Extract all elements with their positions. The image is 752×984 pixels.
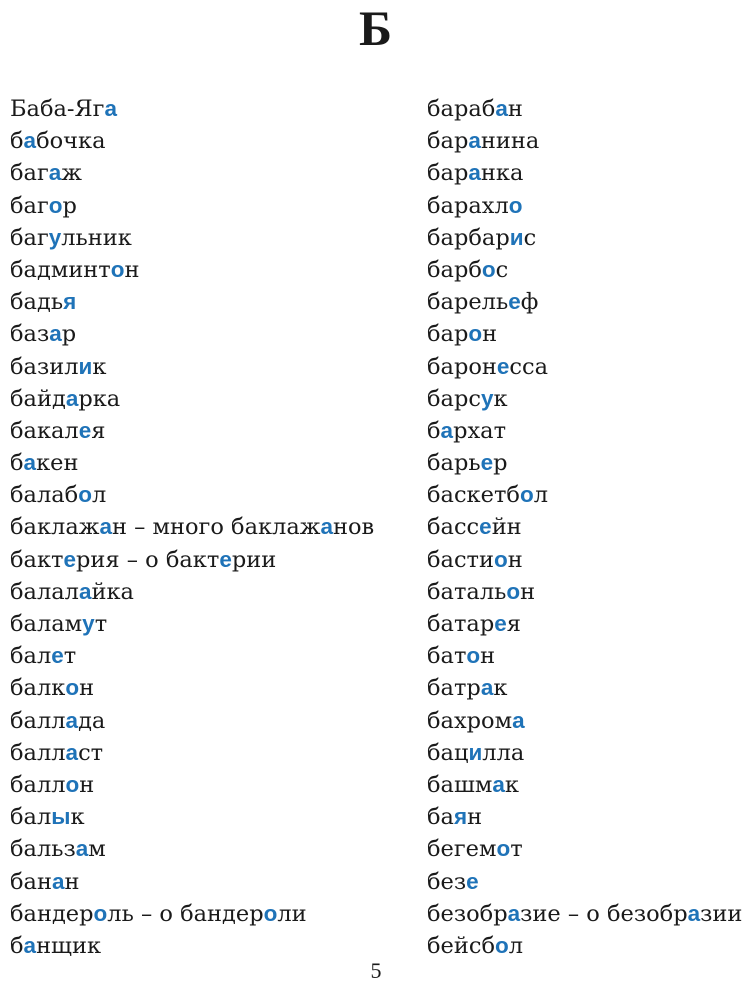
stressed-vowel: а	[507, 900, 521, 926]
stressed-vowel: а	[512, 707, 525, 733]
word-entry	[427, 511, 752, 543]
word-entry	[427, 190, 752, 222]
word-text: бадминт	[10, 256, 111, 283]
word-text: р	[62, 192, 77, 219]
word-text: с	[523, 224, 537, 251]
word-entry	[427, 640, 752, 672]
word-text: баг	[10, 224, 49, 251]
word-text: йка	[91, 578, 134, 605]
word-text: бар	[427, 321, 469, 348]
stressed-vowel: о	[65, 771, 80, 797]
word-text: балк	[10, 675, 66, 702]
word-text: барахл	[427, 192, 509, 219]
word-entry	[10, 479, 410, 511]
word-text: нщик	[36, 932, 102, 959]
word-text: байд	[10, 385, 66, 412]
word-text: безобр	[427, 900, 508, 927]
word-entry	[10, 318, 410, 350]
word-entry	[10, 544, 410, 576]
word-entry	[10, 351, 410, 383]
stressed-vowel: о	[508, 192, 523, 218]
word-text: бакт	[10, 546, 64, 573]
stressed-vowel: а	[49, 321, 62, 347]
page-number: 5	[370, 958, 382, 983]
word-column-right	[427, 93, 752, 962]
stressed-vowel: а	[480, 675, 494, 701]
stressed-vowel: а	[65, 707, 79, 733]
word-entry	[427, 769, 752, 801]
word-text: н	[79, 771, 95, 798]
word-entry	[10, 286, 410, 318]
word-text: балл	[10, 739, 66, 766]
word-text: балл	[10, 707, 66, 734]
stressed-vowel: о	[496, 836, 511, 862]
word-text: я	[506, 611, 521, 637]
stressed-vowel: у	[82, 611, 95, 636]
word-text: н	[64, 868, 80, 895]
word-text: н	[480, 643, 496, 670]
word-entry	[10, 254, 410, 286]
stressed-vowel: а	[51, 868, 65, 894]
stressed-vowel: е	[51, 643, 64, 669]
stressed-vowel: а	[23, 450, 37, 476]
word-text: баз	[10, 321, 50, 348]
word-text: я	[91, 417, 106, 444]
stressed-vowel: о	[48, 192, 63, 218]
word-text: барбар	[427, 224, 510, 251]
stressed-vowel: е	[479, 514, 492, 540]
word-text: н	[507, 546, 523, 573]
letter-heading: Б	[358, 0, 394, 56]
word-text: т	[94, 611, 108, 637]
stressed-vowel: о	[506, 578, 521, 604]
word-text: нка	[480, 160, 524, 187]
word-text: л	[508, 932, 524, 959]
stressed-vowel: о	[78, 482, 92, 508]
word-text: бат	[427, 643, 467, 670]
word-text: рии	[231, 546, 277, 573]
word-text: балл	[10, 771, 66, 798]
word-text: барон	[427, 353, 497, 380]
stressed-vowel: о	[481, 256, 496, 282]
stressed-vowel: о	[494, 546, 508, 572]
word-entry	[427, 351, 752, 383]
word-entry	[10, 898, 410, 930]
word-text: зии	[700, 900, 743, 927]
word-text: бальз	[10, 836, 76, 863]
word-entry	[427, 898, 752, 930]
word-entry	[10, 640, 410, 672]
word-text: рхат	[453, 417, 507, 444]
word-text: барс	[427, 385, 481, 412]
word-text: ли	[277, 900, 307, 927]
word-entry	[427, 801, 752, 833]
word-entry	[427, 544, 752, 576]
word-entry	[10, 125, 410, 157]
stressed-vowel: а	[75, 836, 89, 862]
stressed-vowel: я	[453, 804, 468, 830]
word-text: нина	[480, 128, 540, 155]
word-entry	[427, 608, 752, 640]
word-text: л	[533, 482, 548, 509]
word-text: кен	[36, 450, 79, 477]
stressed-vowel: у	[48, 224, 62, 250]
word-text: лла	[482, 739, 525, 766]
word-entry	[427, 866, 752, 898]
word-text: т	[510, 836, 523, 863]
word-text: басти	[427, 546, 495, 573]
stressed-vowel: е	[63, 546, 76, 572]
word-text: без	[427, 868, 467, 895]
word-entry	[427, 318, 752, 350]
stressed-vowel: а	[687, 900, 701, 926]
word-text: б	[427, 417, 441, 444]
word-text: б	[10, 128, 24, 155]
word-text: батр	[427, 675, 481, 702]
stressed-vowel: о	[110, 256, 125, 282]
word-entry	[427, 705, 752, 737]
word-entry	[10, 93, 410, 125]
word-text: да	[78, 707, 106, 734]
word-text: р	[61, 321, 77, 348]
word-text: к	[70, 804, 85, 831]
word-text: рия – о бакт	[76, 546, 220, 573]
stressed-vowel: а	[48, 160, 62, 186]
word-entry	[10, 866, 410, 898]
word-text: бан	[10, 868, 52, 895]
word-text: бараб	[427, 96, 496, 122]
word-text: н	[79, 675, 95, 702]
stressed-vowel: о	[93, 900, 108, 926]
word-text: баталь	[427, 578, 507, 605]
word-entry	[427, 576, 752, 608]
stressed-vowel: а	[78, 578, 92, 604]
word-text: н	[520, 578, 536, 605]
word-entry	[10, 511, 410, 543]
word-entry	[427, 254, 752, 286]
word-text: к	[493, 385, 508, 412]
word-entry	[427, 93, 752, 125]
stressed-vowel: а	[492, 771, 505, 797]
word-entry	[10, 447, 410, 479]
word-text: к	[92, 353, 107, 380]
word-entry	[427, 672, 752, 704]
word-text: батар	[427, 611, 495, 637]
stressed-vowel: а	[468, 160, 481, 186]
word-column-left	[10, 93, 410, 962]
word-text: н	[467, 804, 483, 831]
word-text: Баба-Яг	[10, 96, 105, 122]
word-entry	[427, 222, 752, 254]
word-text: к	[504, 771, 519, 798]
stressed-vowel: у	[480, 385, 494, 411]
word-entry	[10, 222, 410, 254]
word-text: б	[10, 932, 24, 959]
word-entry	[427, 383, 752, 415]
word-entry	[10, 190, 410, 222]
word-text: барб	[427, 256, 482, 283]
word-text: к	[493, 675, 508, 702]
word-text: баг	[10, 160, 49, 187]
stressed-vowel: а	[99, 514, 112, 540]
word-entry	[10, 576, 410, 608]
word-text: балаб	[10, 482, 79, 509]
stressed-vowel: е	[480, 450, 494, 476]
word-text: бахром	[427, 707, 513, 734]
word-text: н	[507, 96, 523, 122]
stressed-vowel: а	[23, 932, 37, 958]
word-text: бадь	[10, 289, 64, 316]
word-text: бац	[427, 739, 469, 766]
stressed-vowel: о	[519, 482, 534, 508]
word-text: ж	[61, 160, 82, 187]
word-text: базил	[10, 353, 79, 380]
word-text: бегем	[427, 836, 497, 863]
word-text: сса	[509, 353, 549, 380]
word-entry	[10, 608, 410, 640]
stressed-vowel: а	[23, 128, 37, 154]
word-text: м	[88, 836, 106, 863]
stressed-vowel: е	[496, 353, 510, 379]
word-entry	[427, 125, 752, 157]
word-entry	[10, 833, 410, 865]
word-entry	[427, 479, 752, 511]
stressed-vowel: о	[263, 900, 278, 926]
word-entry	[10, 157, 410, 189]
word-text: н	[482, 321, 498, 348]
stressed-vowel: е	[466, 868, 479, 894]
word-entry	[10, 672, 410, 704]
stressed-vowel: а	[468, 128, 481, 154]
word-entry	[10, 415, 410, 447]
word-entry	[427, 286, 752, 318]
stressed-vowel: а	[104, 96, 117, 121]
word-entry	[10, 737, 410, 769]
word-entry	[427, 157, 752, 189]
word-entry	[427, 833, 752, 865]
word-entry	[10, 383, 410, 415]
stressed-vowel: а	[495, 96, 508, 121]
stressed-vowel: е	[494, 611, 507, 636]
stressed-vowel: о	[468, 321, 483, 347]
word-text: бал	[10, 804, 52, 831]
stressed-vowel: о	[466, 643, 481, 669]
word-text: ст	[78, 739, 104, 766]
word-entry	[427, 737, 752, 769]
word-text: баклаж	[10, 514, 100, 541]
stressed-vowel: и	[509, 224, 524, 250]
word-text: льник	[61, 224, 132, 251]
word-text: ба	[427, 804, 454, 831]
word-text: т	[63, 643, 77, 670]
word-text: бар	[427, 128, 469, 155]
word-text: бал	[10, 643, 52, 670]
stressed-vowel: о	[495, 932, 509, 958]
stressed-vowel: е	[78, 417, 92, 443]
word-text: р	[493, 450, 508, 477]
word-text: баскетб	[427, 482, 520, 509]
stressed-vowel: и	[468, 739, 483, 765]
word-text: л	[91, 482, 107, 509]
word-text: ль – о бандер	[107, 900, 264, 927]
word-entry	[427, 415, 752, 447]
word-text: баг	[10, 192, 49, 219]
word-text: басс	[427, 514, 480, 541]
stressed-vowel: е	[219, 546, 232, 572]
word-text: н – много баклаж	[111, 514, 321, 541]
word-text: б	[10, 450, 24, 477]
stressed-vowel: а	[65, 385, 79, 411]
stressed-vowel: я	[63, 289, 77, 315]
word-text: барель	[427, 289, 509, 316]
word-entry	[10, 769, 410, 801]
word-text: с	[495, 256, 509, 283]
stressed-vowel: о	[65, 675, 80, 701]
word-text: н	[124, 256, 140, 283]
stressed-vowel: а	[320, 514, 333, 540]
stressed-vowel: а	[65, 739, 79, 765]
stressed-vowel: и	[78, 353, 93, 379]
word-text: бочка	[36, 128, 106, 155]
word-text: нов	[332, 514, 375, 541]
word-entry	[10, 801, 410, 833]
word-text: бейсб	[427, 932, 496, 959]
word-text: башм	[427, 771, 493, 798]
word-text: балам	[10, 611, 83, 637]
word-text: бар	[427, 160, 469, 187]
word-entry	[10, 705, 410, 737]
stressed-vowel: а	[440, 417, 454, 443]
word-text: ф	[520, 289, 539, 316]
stressed-vowel: е	[508, 289, 521, 315]
word-text: бандер	[10, 900, 94, 927]
word-text: зие – о безобр	[520, 900, 688, 927]
word-text: йн	[491, 514, 522, 541]
word-text: бакал	[10, 417, 79, 444]
word-entry	[427, 447, 752, 479]
word-text: барь	[427, 450, 481, 477]
stressed-vowel: ы	[51, 804, 71, 830]
word-text: рка	[78, 385, 121, 412]
word-text: балал	[10, 578, 79, 605]
